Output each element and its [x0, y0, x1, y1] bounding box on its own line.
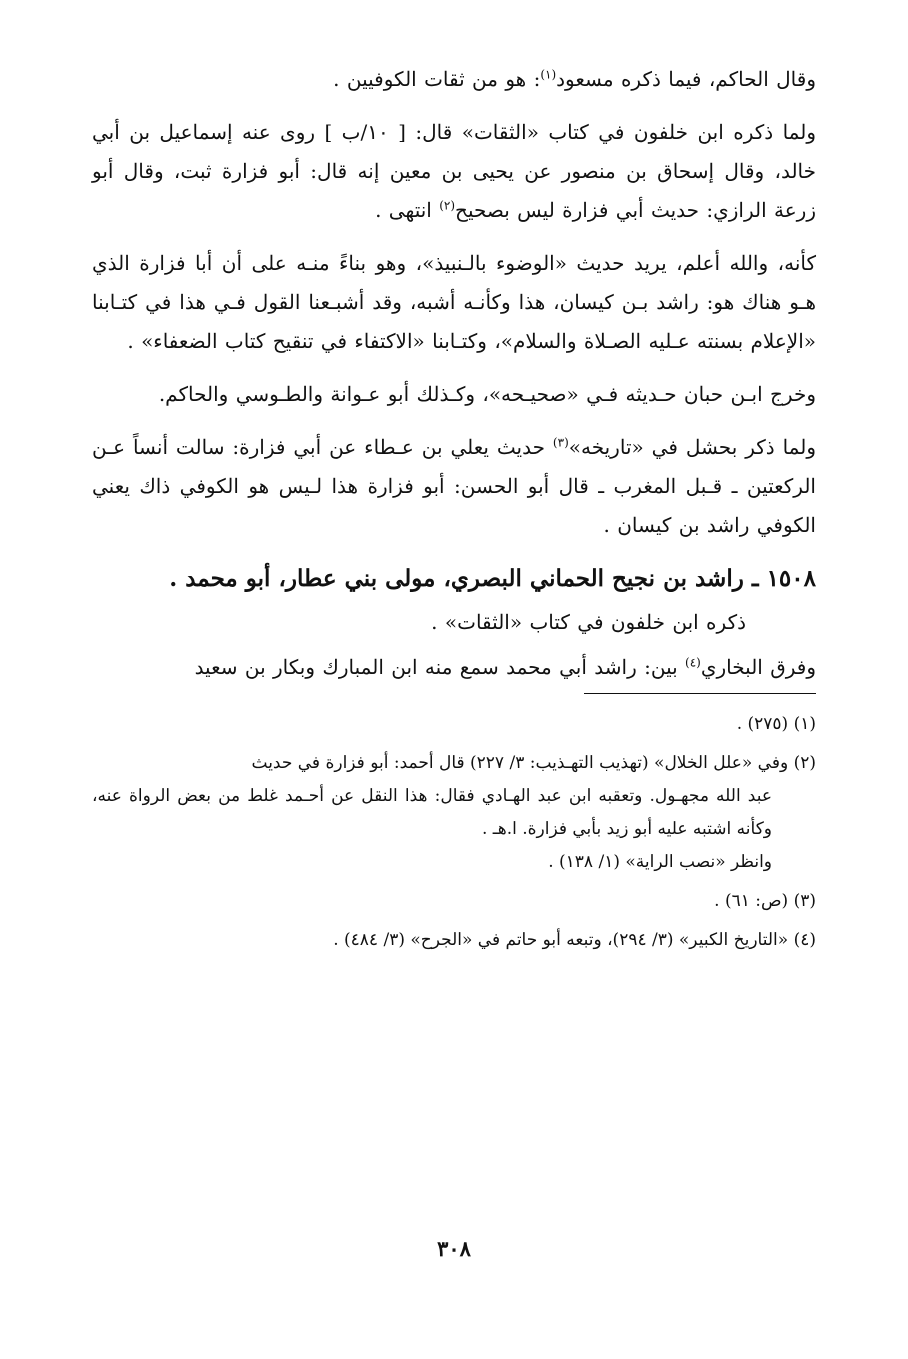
paragraph-4 — [92, 375, 816, 414]
paragraph-2-text: ولما ذكره ابن خلفون في كتاب «الثقات» قال: [ ١٠/ب ] روى عنه إسماعيل بن أبي خالد، وقال إسحاق بن منصور عن يحيى بن معين إنه قال: أبو فزارة ثبت، وقال أبو زرعة الرازي: حديث أبي فزارة ليس بصحيح — [92, 120, 816, 222]
footnote-1 — [92, 708, 816, 741]
footnote-4 — [92, 924, 816, 957]
footnote-ref-1[interactable]: (١) — [540, 67, 557, 82]
page-number: ٣٠٨ — [437, 1236, 471, 1261]
entry-line-1: ذكره ابن خلفون في كتاب «الثقات» . — [431, 610, 746, 634]
footnote-2-see-also — [92, 846, 816, 879]
paragraph-5-text: ولما ذكر بحشل في «تاريخه» — [568, 435, 816, 459]
paragraph-4-text: وخرج ابـن حبان حـديثه فـي «صحيـحه»، وكـذلك أبو عـوانة والطـوسي والحاكم. — [158, 382, 816, 406]
footnote-3 — [92, 885, 816, 918]
footnote-2-text: (٢) وفي «علل الخلال» (تهذيب التهـذيب: ٣/ ٢٢٧) قال أحمد: أبو فزارة في حديث — [251, 753, 816, 773]
paragraph-1 — [92, 60, 816, 99]
paragraph-2-text-end: انتهى . — [375, 198, 440, 222]
entry-line-2 — [92, 648, 816, 687]
entry-line-2-text: وفرق البخاري — [700, 655, 816, 679]
footnote-2-see-also-text: وانظر «نصب الراية» (١/ ١٣٨) . — [548, 852, 772, 872]
paragraph-5-text-end: حديث يعلي بن عـطاء عن أبي فزارة: سالت أنساً عـن الركعتين ـ قـبل المغرب ـ قال أبو الحسن: أبو فزارة هذا لـيس هو الكوفي ذاك يعني الكوفي راشد بن كيسان . — [92, 435, 816, 537]
footnote-2 — [92, 747, 816, 846]
entry-heading: ١٥٠٨ ـ راشد بن نجيح الحماني البصري، مولى بني عطار، أبو محمد . — [169, 565, 816, 592]
footnote-divider — [584, 693, 816, 694]
paragraph-3 — [92, 244, 816, 361]
paragraph-5 — [92, 428, 816, 545]
entry-line-2-text-end: بين: راشد أبي محمد سمع منه ابن المبارك وبكار بن سعيد — [194, 655, 686, 679]
paragraph-1-text-end: : هو من ثقات الكوفيين . — [333, 67, 541, 91]
footnote-1-text: (١) (٢٧٥) . — [736, 714, 816, 734]
footnote-2-continuation: عبد الله مجهـول. وتعقبه ابن عبد الهـادي فقال: هذا النقل عن أحـمد غلط من بعض الرواة عنه، وكأنه اشتبه عليه أبو زيد بأبي فزارة. ا.هـ . — [92, 786, 772, 839]
paragraph-2 — [92, 113, 816, 230]
footnote-ref-2[interactable]: (٢) — [439, 198, 456, 213]
footnote-ref-4[interactable]: (٤) — [685, 655, 701, 670]
footnote-3-text: (٣) (ص: ٦١) . — [714, 891, 816, 911]
footnote-4-text: (٤) «التاريخ الكبير» (٣/ ٢٩٤)، وتبعه أبو حاتم في «الجرح» (٣/ ٤٨٤) . — [333, 930, 816, 950]
footnotes — [92, 708, 816, 957]
paragraph-3-text: كأنه، والله أعلم، يريد حديث «الوضوء بالـنبيذ»، وهو بناءً منـه على أن أبا فزارة الذي هـو هناك هو: راشد بـن كيسان، هذا وكأنـه أشبه، وقد أشبـعنا القول فـي هذا في كتـابنا «الإعلام بسنته عـليه الصـلاة والسلام»، وكتـابنا «الاكتفاء في تنقيح كتاب الضعفاء» . — [92, 251, 816, 353]
paragraph-1-text: وقال الحاكم، فيما ذكره مسعود — [556, 67, 816, 91]
footnote-ref-3[interactable]: (٣) — [552, 435, 569, 450]
page-body — [92, 60, 816, 963]
